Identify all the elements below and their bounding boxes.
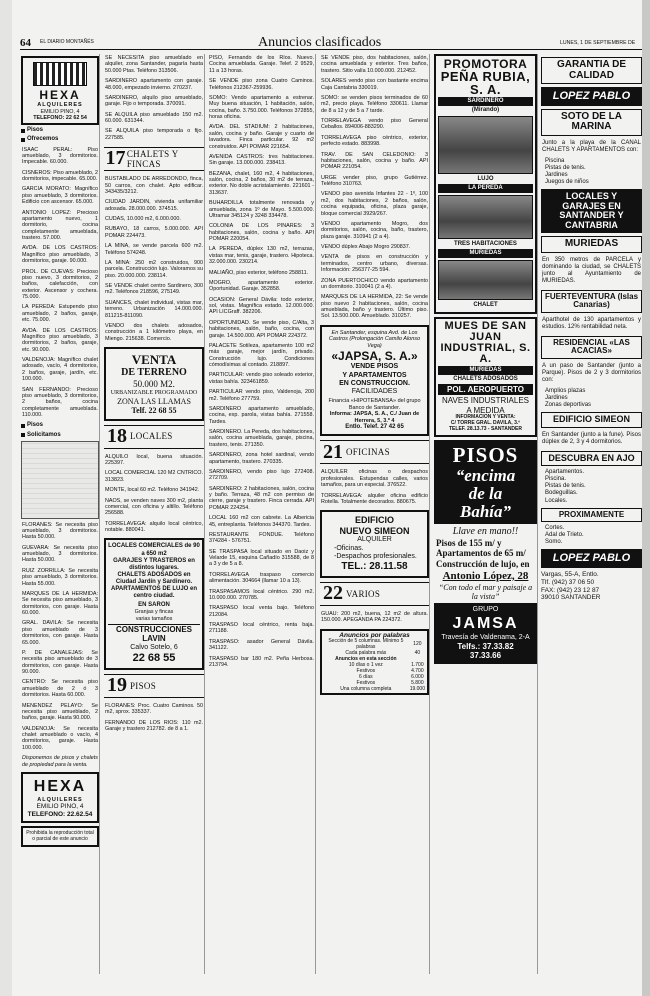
simeon-line: ALQUILER xyxy=(357,536,392,544)
venta-area: 50.000 M2. xyxy=(133,379,175,390)
descubra-title: DESCUBRA EN AJO xyxy=(548,452,635,463)
column-1 xyxy=(21,54,100,974)
ad: URGE vender piso, grupo Gutiérrez. Teléfono 310763. xyxy=(321,174,428,187)
ad: LA PEREDA, dúplex 130 m2, terrazas, vistas mar, tenis, garaje, trastero. Hipoteca. 32.000.000. 230214. xyxy=(209,246,314,266)
sub-pisos-label: Pisos xyxy=(27,422,44,429)
table-cell: 6.000 xyxy=(411,673,424,680)
mues-label: POL. AEROPUERTO xyxy=(438,384,533,395)
ad: VENDO piso avenida Infantes 22 - 1º, 100 m2, dos habitaciones, 2 baños, salón, cocina equipada, oficina, plaza garaje, bloque comercial 3929/267. xyxy=(321,191,428,217)
sub-pisos xyxy=(21,127,99,134)
locales-box xyxy=(541,189,642,233)
ad: CUDAS, 10.000 m2, 6.000.000. xyxy=(105,216,181,222)
ad: SOLARES vendo piso con bastante encima Caja Cantabria 330019. xyxy=(321,78,428,91)
ad: LA PEREDA: Estupendo piso amueblado, 2 baños, garaje, etc. 75.000. xyxy=(22,304,98,324)
column-5 xyxy=(434,54,538,974)
ad: SOMO: se venden pisos terminados de 60 m2, precio playa. Teléfono 330611. Llamar de 8 a 12 y de 5 a 7 tarde. xyxy=(321,94,428,114)
ad: TORRELAVEGA traspaso comercio alimentación. 304664 (llamar 10 a 13). xyxy=(209,571,314,585)
price-table-grid xyxy=(323,639,426,692)
descubra-list xyxy=(541,469,642,504)
page-edge-left xyxy=(0,0,12,996)
bullet-icon xyxy=(21,424,25,428)
pisos-line: Bahía” xyxy=(459,502,512,522)
table-cell: 10 días o 1 vez xyxy=(348,661,383,668)
ad: SAN FERNANDO: Precioso piso amueblado, 3 dormitorios, 2 baños, cocina completamente amueblada. 110.000. xyxy=(22,386,98,419)
soto-box xyxy=(541,109,642,136)
ad: CISNEROS: Piso amueblado, 2 dormitorios, impecable. 65.000. xyxy=(22,169,98,183)
hexa-phone: TELEFONO: 22 62 54 xyxy=(33,115,87,122)
mues-title: MUES DE SAN JUAN INDUSTRIAL, S. A. xyxy=(440,319,531,365)
section-number: 22 xyxy=(323,582,343,605)
table-row xyxy=(323,687,426,693)
ad: SE ALQUILA piso amueblado 150 m2. 60.000. 631344. xyxy=(105,111,203,124)
fuerteventura-box xyxy=(541,290,642,313)
proximamente-list xyxy=(541,525,642,546)
jamsa-phone-2: 37.33.66 xyxy=(469,651,502,661)
page-title: Anuncios clasificados xyxy=(258,35,382,50)
lopez-fax: FAX: (942) 23 12 87 xyxy=(541,586,600,594)
hexa-address: EMILIO PINO, 4 xyxy=(40,108,80,115)
lavin-location: EN SARON xyxy=(138,602,170,609)
ad: TRASPASAMOS local céntrico. 290 m2. 10.000.000. 270785. xyxy=(209,588,314,601)
ad: VALDENOJA: Se necesita chalet amueblado o vacío, 4 dormitorios, garaje. Hasta 100.000. xyxy=(22,725,98,751)
ad: TRAV. DE SAN CELEDONIO: 3 habitaciones, salón, cocina y baño. API POMAR 221054. xyxy=(321,151,428,171)
ad: SUANCES, chalet individual, vistas mar, terreno. Urbanización 14.000.000. 811215-811090. xyxy=(105,299,203,319)
ad: TORRELAVEGA vendo piso General Ceballos. 894006-883290. xyxy=(321,118,428,131)
section-title: VARIOS xyxy=(346,588,381,599)
mues-ad xyxy=(434,317,537,437)
bullet-icon xyxy=(21,138,25,142)
jamsa-address: Travesía de Valdenama, 2-A xyxy=(441,633,530,641)
ad: TORRELAVEGA: alquilo local céntrico, notable. 880041. xyxy=(105,520,203,534)
ad: AVDA. DE LOS CASTROS: Magnífico piso amueblado, 3 dormitorios, 2 baños, garaje, etc. 90.000. xyxy=(22,327,98,353)
column-3 xyxy=(208,54,316,974)
japsa-line: Y APARTAMENTOS xyxy=(342,371,407,379)
jamsa-group: GRUPO xyxy=(472,606,499,614)
ad: LOCAL COMERCIAL 120 M2 CNTRICO. 313823. xyxy=(105,470,203,483)
section-22 xyxy=(320,582,429,606)
promotora-caption: TRES HABITACIONES xyxy=(454,241,517,248)
simeon-line: -Oficinas. xyxy=(334,544,364,552)
ad: VENDO dúplex Abajo Mogro 290837. xyxy=(321,244,411,250)
page-edge-right xyxy=(642,0,650,996)
list-item: Jardines xyxy=(545,395,568,402)
ad: VENDO apartamento Mogro, dos dormitorios, salón, cocina, baño, trastero, plaza garaje. 310941 (2 a 4). xyxy=(321,220,428,240)
section-number: 19 xyxy=(107,674,127,697)
ad: VENTA de pisos en construcción y terminados, centro urbano, diversas. Información: 256377-25 594. xyxy=(321,254,428,274)
hexa-tag: ALQUILERES xyxy=(37,796,83,803)
venta-terreno-ad xyxy=(104,347,204,421)
section-title: PISOS xyxy=(130,680,157,691)
column-6 xyxy=(541,54,642,974)
ad: MOGRO, apartamento exterior. Oportunidad. Garaje. 352858. xyxy=(209,279,314,293)
paper-name: EL DIARIO MONTAÑÉS xyxy=(40,39,94,45)
simeon-title: EDIFICIO xyxy=(354,515,394,526)
pisos-line: “encima xyxy=(455,466,516,486)
residencial-list xyxy=(541,388,642,409)
venta-type: URBANIZABLE PROGRAMADO xyxy=(110,389,198,396)
venta-subtitle: DE TERRENO xyxy=(121,367,187,379)
garantia-box xyxy=(541,57,642,84)
japsa-location: En Santander, esquina Avd. de Los Castros (Prolongación Camilo Alonso Vega) xyxy=(328,329,421,349)
ad: TRASPASO local venta bajo. Teléfono 212084. xyxy=(209,605,314,618)
ad: SE VENDE piso, dos habitaciones, salón, cocina amueblada y exterior. Tres baños, trastero. Sitio valía 10.000.000. 212452. xyxy=(321,55,428,74)
ad: SE NECESITA piso amueblado en alquiler, zona Santander, pagaría hasta 50.000 Ptas. Teléfono 313506. xyxy=(105,55,203,74)
residencial-box xyxy=(541,336,642,359)
ad: VALDENOJA: Magnífico chalet adosado, vacío, 4 dormitorios, 2 baños, garaje, jardín, etc. 100.000. xyxy=(22,357,98,383)
lavin-item: GARAJES Y TRASTEROS en distintos lugares. xyxy=(113,557,195,571)
sub-pisos-2 xyxy=(21,422,99,429)
ad: SE VENDE piso zona Cuatro Caminos. Teléfonos 212367-259936. xyxy=(209,78,314,91)
section-number: 17 xyxy=(105,147,126,170)
ad: GARCIA MORATO: Magnífico piso amueblado, 3 dormitorios. Edificio con ascensor. 65.000. xyxy=(22,186,98,206)
sub-solicitamos xyxy=(21,432,99,439)
ad: SOMO: Vendo apartamento a estrenar. Muy buena situación, 1 habitación, salón, cocina, baño. 3.750.000. Teléfonos 372855, horas oficina. xyxy=(209,94,314,120)
promotora-sublabel: (Mirando) xyxy=(471,107,500,114)
list-item: Cortes. xyxy=(545,525,565,531)
table-cell: 19.000 xyxy=(409,685,425,692)
building-photo xyxy=(438,116,533,174)
ad: SARDINERO apartamento amueblado, cocina, exp. parola, vistas bahía. 271558. Tardes. xyxy=(209,405,314,425)
ad-item: Apartamentos de 65 m/ xyxy=(436,548,526,559)
hexa-address: EMILIO PINO, 4 xyxy=(36,803,84,811)
ad-address: Antonio López, 28 xyxy=(442,569,529,582)
muriedas-text: En 350 metros de PARCELA y dominando la ciudad, se CHALETS junto al Ayuntamiento de MURIEDAS. xyxy=(542,256,641,284)
ad: P. DE CANALEJAS: Se necesita piso amueblado de 3 dormitorios, con garaje. Hasta 90.000. xyxy=(22,649,98,676)
lopez-pablo-logo: LOPEZ PABLO xyxy=(541,87,642,106)
lavin-item: CHALETS ADOSADOS en Ciudad Jardín y Sardinero. xyxy=(115,571,193,585)
table-cell: Sección de 5 columnas. Mínimo 5 palabras xyxy=(328,638,404,651)
list-item: Amplios plazas xyxy=(545,387,586,394)
mues-sublabel: CHALETS ADOSADOS xyxy=(453,375,518,382)
ad: CIUDAD JARDIN, vivienda unifamiliar adosada. 28.000.000. 374515. xyxy=(105,199,203,212)
ad: PARTICULAR vendo piso, Valdenoja, 200 m2. Teléfono 277759. xyxy=(209,389,314,402)
list-item: Locales. xyxy=(545,497,568,504)
price-table-title: Anuncios por palabras xyxy=(339,631,410,639)
ad: MONTE, local 60 m2. Teléfono 341942. xyxy=(105,487,200,494)
promotora-ad xyxy=(434,54,537,314)
table-cell: Una columna completa xyxy=(340,685,392,692)
ad: TRASPASO: asador General Dávila. 341122. xyxy=(209,638,314,652)
promotora-label: SARDINERO xyxy=(438,97,533,106)
table-cell: 5.800 xyxy=(411,679,424,686)
list-item: Adal de Trieto. xyxy=(545,532,584,539)
ad: SARDINERO. La Pereda, dos habitaciones, salón, cocina amueblada, garaje, piscina, trastero, tenis. 271350. xyxy=(209,429,314,448)
jamsa-ad xyxy=(434,603,537,663)
ad: AVENIDA CASTROS: tres habitaciones. Sin garaje. 13.000.000. 238413. xyxy=(209,153,314,167)
list-item: Bodeguillas. xyxy=(545,490,578,497)
ad: SARDINERO, alquilo piso amueblado, garaje. Fijo o temporada. 370091. xyxy=(105,94,203,108)
building-photo xyxy=(438,195,533,239)
ad: ZONA PUERTOCHICO vendo apartamento un dormitorio. 310041 (2 a 4). xyxy=(321,277,428,290)
simeon-ad xyxy=(320,510,429,578)
ad: TORRELAVEGA: alquiler oficina edificio Rotella. Totalmente decorados. 880675. xyxy=(321,492,428,505)
lavin-phone: 22 68 55 xyxy=(132,652,176,665)
mues-info: INFORMACION Y VENTA: xyxy=(455,414,516,421)
ad: MALIAÑO, piso exterior, teléfono 258811. xyxy=(209,269,309,276)
ad: AVDA. DEL STADIUM: 2 habitaciones, salón, cocina y baño. Garaje y cuarto de lavadora. Finca particular. 92 m2 construidos. API POMAR 221654. xyxy=(209,124,314,150)
hexa-ad-top xyxy=(21,56,99,125)
ad: SARDINERO, vendo piso lujo 272408. 272709. xyxy=(209,468,314,482)
ad: SARDINERO, zona hotel sardinal, vendo apartamento, trastero. 270335. xyxy=(209,452,314,465)
simeon-line: -Despachos profesionales. xyxy=(334,552,417,560)
ad: LOCAL 160 m2 con cabrete. La Albericia 45, entreplanta. Teléfonos 344370. Tardes. xyxy=(209,515,314,528)
promotora-caption: LUJO xyxy=(477,176,494,183)
table-cell: Festivos xyxy=(356,679,376,686)
ad-item: Pisos de 155 m/ y xyxy=(436,537,502,548)
soto-text: Junto a la playa de la CANAL CHALETS Y APARTAMENTOS con: xyxy=(542,139,641,154)
edificio-simeon-title: EDIFICIO SIMEON xyxy=(552,414,630,425)
ad: FLORANES: Proc. Cuatro Caminos. 50 m2, sprox. 335337. xyxy=(105,702,203,716)
lavin-name: CONSTRUCCIONES LAVIN xyxy=(108,624,200,644)
pisos-title: PISOS xyxy=(452,442,519,467)
bullet-icon xyxy=(21,129,25,133)
sub-pisos-label: Pisos xyxy=(27,127,44,134)
pisos-line: de la xyxy=(468,484,503,504)
japsa-ad xyxy=(320,325,429,437)
japsa-phone: Entlo. Telef. 27 42 65 xyxy=(345,424,404,431)
ad: ALQUILER oficinas o despachos profesionales. Estupendas calles, varios tamaños, para un especial. 376522. xyxy=(321,469,428,489)
soto-title: SOTO DE LA MARINA xyxy=(561,110,622,133)
residencial-title: RESIDENCIAL «LAS ACACIAS» xyxy=(553,337,630,356)
table-cell: 40 xyxy=(414,650,421,657)
promotora-title: PROMOTORA xyxy=(443,57,528,71)
section-title: LOCALES xyxy=(130,431,173,442)
lavin-address: Calvo Sotelo, 6 xyxy=(130,643,178,651)
mues-label: MURIEDAS xyxy=(438,366,533,375)
ad: GRAL. DAVILA: Se necesita piso amueblado de 3 dormitorios, con garaje. Hasta 65.000. xyxy=(22,620,98,646)
ad: GUAU: 200 m2, buena, 12 m2 de altura. 150.000. APEGANDA PA 224372. xyxy=(321,611,428,624)
list-item: Somo. xyxy=(545,539,563,546)
sub-solicitamos-label: Solicitamos xyxy=(27,431,61,438)
venta-phone: Telf. 22 68 55 xyxy=(131,406,177,416)
ad-script: Llave en mano!! xyxy=(452,525,519,537)
descubra-box xyxy=(541,451,642,466)
ad: SE ALQUILA piso temporada o fijo. 227585. xyxy=(105,128,203,141)
venta-zone: ZONA LAS LLAMAS xyxy=(117,396,191,406)
japsa-info: Informa: JAPSA, S. A., C./ Juan de Herrera, 5, 3.º 4 xyxy=(329,411,420,424)
japsa-finance: Financia «HIPOTEBANSA» del grupo Banco de Santander. xyxy=(328,398,421,411)
ad-quote: “Con todo el mar y paisaje a la vista” xyxy=(438,582,533,602)
list-item: Jardines xyxy=(545,172,568,179)
ad: COLONIA DE LOS PINARES: 3 habitaciones, salón, cocina y baño. API POMAR 220054. xyxy=(209,223,314,242)
page-number: 64 xyxy=(20,37,31,49)
ad: GUEVARA: Se necesita piso amueblado, 3 dormitorios. Hasta 50.000. xyxy=(22,544,98,564)
ad: FERNANDO DE LOS RIOS: 110 m2. Garaje y trastero 212782. de 8 a 1. xyxy=(105,719,203,733)
ad: OPORTUNIDAD. Se vende piso, C/Alta, 3 habitaciones, salón, baño, cocina, con garaje. 14.500.000. API POMAR 224372. xyxy=(209,319,314,339)
residencial-text: A un paso de Santander (junto a Parque). Pisos de 2 y 3 dormitorios con: xyxy=(542,362,641,383)
ad: VENDO dos chalets adosados, construcción a 1 kilómetro playa, en Miengo. 215638. Comercio. xyxy=(105,322,203,342)
edificio-simeon-text: En Santander (junto a la fune). Pisos dúplex de 2, 3 y 4 dormitorios. xyxy=(542,431,641,445)
ad: TRASPASO bar 180 m2. Peña Herbosa. 213794. xyxy=(209,655,314,668)
mues-line: NAVES INDUSTRIALES xyxy=(442,396,529,406)
list-item: Piscina. xyxy=(545,476,567,483)
ad: RUIZ ZORRILLA: Se necesita piso amueblado, 3 dormitorios. Hasta 55.000. xyxy=(22,567,98,587)
locales-title: LOCALES Y GARAJES EN SANTANDER Y CANTABRIA xyxy=(559,191,624,230)
ad: PALACETE Sotileza, apartamento 100 m2 más garaje, mejor jardín, privado. Construcción lujo. Condiciones cómodísimas al contado. 218897. xyxy=(209,342,314,368)
chalet-photo xyxy=(438,260,533,300)
section-21 xyxy=(320,440,429,464)
ad: FLORANES: Se necesita piso amueblado, 3 dormitorios. Hasta 50.000. xyxy=(22,521,98,541)
copyright-box: Prohibida la reproducción total o parcial de este anuncio xyxy=(21,826,99,848)
lopez-pablo-logo-2: LOPEZ PABLO xyxy=(541,549,642,568)
ad: CENTRO: Se necesita piso amueblado de 2 ó 3 dormitorios. Hasta 60.000. xyxy=(22,679,98,699)
japsa-name: «JAPSA, S. A.» xyxy=(331,349,418,364)
muriedas-box xyxy=(541,236,642,253)
lavin-item: APARTAMENTOS DE LUJO en centro ciudad. xyxy=(110,585,197,599)
garantia-title: GARANTIA DE CALIDAD xyxy=(556,59,627,81)
ad-note: Disponemos de pisos y chalets de propiedad para la venta. xyxy=(22,755,98,768)
ad: LA MINA, se vende parcela 600 m2. Teléfono 574248. xyxy=(105,243,203,256)
list-item: Juegos de niños xyxy=(545,179,589,186)
ad: ALQUILO local, buena situación. 225397. xyxy=(105,453,203,467)
ad: PARTICULAR: vendo piso soleado exterior, vistas bahía. 323461859. xyxy=(209,372,314,385)
soto-list xyxy=(541,158,642,186)
section-title: CHALETS Y FINCAS xyxy=(126,148,179,170)
page-header xyxy=(20,36,642,50)
column-4 xyxy=(320,54,430,974)
list-item: Piscina xyxy=(545,158,565,165)
fuerteventura-text: Aparthotel de 130 apartamentos y estudios. 12% rentabilidad neta. xyxy=(542,316,641,330)
japsa-line: FACILIDADES xyxy=(351,388,398,396)
lopez-city: 39010 SANTANDER xyxy=(541,594,601,602)
list-item: Pistas de tenis. xyxy=(545,165,586,172)
table-cell: 6 días xyxy=(359,673,373,680)
mues-line: A MEDIDA xyxy=(466,405,505,415)
proximamente-title: PROXIMAMENTE xyxy=(558,509,625,519)
ad: LA MINA: 250 m2 construidos, 900 parcela. Construcción lujo. Valoramos su piso. 20.000.000. 238114. xyxy=(105,259,203,279)
lopez-phone: Tlf. (942) 37 06 50 xyxy=(541,578,595,586)
table-cell: Festivos xyxy=(356,667,376,674)
jamsa-phone: Telfs.: 37.33.82 xyxy=(457,641,514,651)
list-item: Apartamentos. xyxy=(545,469,585,476)
ad: MARQUES DE LA HERMIDA: Se necesita piso amueblado, 3 dormitorios, con garaje. Hasta 60.000. xyxy=(22,590,98,617)
ad: AVDA. DE LOS CASTROS: Magnífico piso amueblado, 3 dormitorios, garaje. 90.000. xyxy=(22,245,98,265)
column-2 xyxy=(104,54,205,974)
table-cell: 4.700 xyxy=(411,667,424,674)
table-cell: Anuncios en esta sección xyxy=(335,656,397,663)
list-item: Zonas deportivas xyxy=(545,402,592,409)
section-number: 21 xyxy=(323,440,343,463)
promotora-label: LA PEREDA xyxy=(438,184,533,193)
ad: MARQUES DE LA HERMIDA, 22: Se vende piso nuevo 2 habitaciones, salón, cocina amueblada, baño y trastero. Último piso. Sol. 13.500.000. Amueblado. 310257. xyxy=(321,294,428,320)
lavin-ad xyxy=(104,538,204,670)
sub-ofrecemos xyxy=(21,136,99,143)
edificio-simeon-box xyxy=(541,412,642,427)
table-cell: Cada palabra más xyxy=(345,650,387,657)
jamsa-name: JAMSA xyxy=(452,614,519,632)
ad: SARDINERO apartamento con garaje. 48.000, empezado invierno. 270237. xyxy=(105,78,203,91)
lopez-address: Vargas, 55-A, Entlo. xyxy=(541,571,599,579)
bullet-icon xyxy=(21,433,25,437)
ad: OCASION: General Dávila: todo exterior, sol, vistas. Magnífica estado. 12.000.000. API LICGraff. 382206. xyxy=(209,296,314,316)
table-cell: 120 xyxy=(413,641,422,648)
ad: SARDINERO: 2 habitaciones, salón, cocina y baño. Terraza, 48 m2 con permiso de cierre, garaje y trastero. Finca cerrada. API POMAR 224254. xyxy=(209,485,314,511)
antonio-lopez-ad xyxy=(434,524,537,603)
section-18 xyxy=(104,425,204,449)
simeon-subtitle: NUEVO SIMEON xyxy=(339,525,410,536)
page-date: LUNES, 1 DE SEPTIEMBRE DE xyxy=(560,40,636,46)
ad: BEZANA, chalet, 160 m2, 4 habitaciones, salón, cocina, 2 baños, 30 m2 de terraza, exterior. No doble acristalamiento. 221601 - 313637. xyxy=(209,170,314,196)
venta-title: VENTA xyxy=(131,352,177,367)
japsa-line: VENDE PISOS xyxy=(350,363,399,371)
hexa-word: HEXA xyxy=(39,88,81,102)
lavin-line: varias tamaños xyxy=(135,615,173,622)
section-17 xyxy=(104,147,204,171)
simeon-phone: TEL.: 28.11.58 xyxy=(341,561,408,573)
ad-item: Construcción de lujo, en xyxy=(436,559,530,569)
ad: BUHARDILLA totalmente renovada y amueblada, zona 1º de Mayo. 5.500.000. Ultramar 345124 y 3248 334478. xyxy=(209,200,314,219)
ad: PROL. DE CUEVAS: Precioso piso nuevo, 3 dormitorios, 2 baños, calefacción, con exterior. Ascensor y cochera. 75.000. xyxy=(22,268,98,301)
table-cell: 1.700 xyxy=(411,661,424,668)
ad: ISAAC PERAL: Piso amueblado, 3 dormitorios. Impecable. 60.000. xyxy=(22,146,98,166)
section-title: OFICINAS xyxy=(346,447,390,458)
muriedas-title: MURIEDAS xyxy=(564,238,619,250)
promotora-caption: CHALET xyxy=(473,302,498,309)
ad: TRASPASO local céntrico, renta baja. 271188. xyxy=(209,622,314,635)
hexa-word: HEXA xyxy=(33,777,87,795)
ad: MENENDEZ PELAYO: Se necesita piso amueblado, 2 baños, garaje. Hasta 90.000. xyxy=(22,702,98,722)
sub-ofrecemos-label: Ofrecemos xyxy=(27,136,59,143)
ad: BUSTABLADO DE ARREDONDO, finca, 50 carros, con chalet. Apto edificar. 343435/3212. xyxy=(105,176,203,195)
ad: RESTAURANTE FONDUE. Teléfono 374284 - 576751. xyxy=(209,531,314,545)
mues-address: C/ TORRE GRAL. DAVILA, 3.º xyxy=(450,419,521,426)
promotora-name: PEÑA RUBIA, S. A. xyxy=(440,69,531,97)
section-19 xyxy=(104,674,204,698)
section-number: 18 xyxy=(107,424,127,447)
pisos-bahia-ad xyxy=(434,440,537,524)
hexa-tag: ALQUILERES xyxy=(37,102,83,109)
hexa-phone: TELEFONO: 22.62.54 xyxy=(27,810,93,818)
ad: SE VENDE chalet centro Sardinero, 300 m2. Teléfonos 218596, 275149. xyxy=(105,283,203,296)
ad: RUBAYO, 18 carros, 5.000.000. API POMAR 224473. xyxy=(105,226,203,239)
ad: ANTONIO LOPEZ: Precioso apartamento nuevo, 1 dormitorio, cocina completamente amueblada, trastero. 57.000. xyxy=(22,209,98,242)
lavin-line: Granjas y fincas xyxy=(134,609,174,616)
fuerteventura-title: FUERTEVENTURA (Islas Canarias) xyxy=(544,292,639,310)
list-item: Pistas de tenis. xyxy=(545,483,586,490)
hexa-ad-bottom xyxy=(21,772,99,823)
proximamente-box xyxy=(541,508,642,522)
lavin-item: LOCALES COMERCIALES de 90 a 650 m2 xyxy=(108,543,200,557)
ad: PISO, Fernando de los Ríos. Nuevo. Cocina amueblada. Garaje. Telef. 2 9529, 11 a 13 horas. xyxy=(209,55,314,74)
promotora-label: MURIEDAS xyxy=(438,249,533,258)
ad: SE TRASPASA local situado en Daoiz y Velarde 15, esquina Cañadío 315588, de 8 a 3 y de 5 a 8. xyxy=(209,548,314,568)
mues-phone: TELEF. 28.13.73 - SANTANDER xyxy=(449,425,522,432)
building-illustration xyxy=(21,441,99,519)
hexa-logo xyxy=(33,62,87,86)
price-table xyxy=(320,629,429,696)
japsa-line: EN CONSTRUCCION. xyxy=(339,379,410,387)
ad: TORRELAVEGA piso céntrico, exterior, perfecto estado. 883998. xyxy=(321,134,428,148)
ad: NAOS, se venden naves 300 m2, planta comercial, con oficina y altillo. Teléfono 256588. xyxy=(105,497,203,517)
